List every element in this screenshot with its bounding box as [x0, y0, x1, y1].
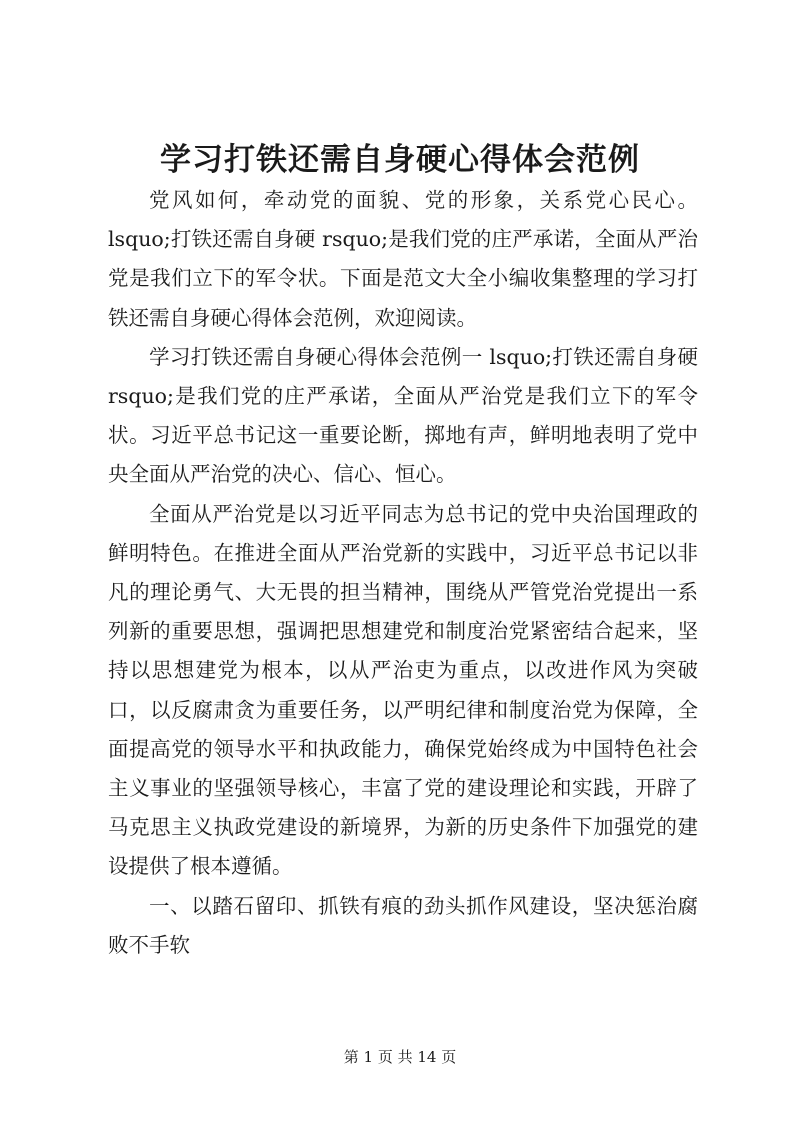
document-body	[108, 181, 698, 965]
paragraph-section-heading: 一、以踏石留印、抓铁有痕的劲头抓作风建设，坚决惩治腐败不手软	[108, 893, 698, 957]
paragraph-intro: 党风如何，牵动党的面貌、党的形象，关系党心民心。lsquo;打铁还需自身硬 rsquo;是我们党的庄严承诺，全面从严治党是我们立下的军令状。下面是范文大全小编收集整理的学习打铁还需自身硬心得体会范例，欢迎阅读。	[108, 188, 698, 330]
document-title: 学习打铁还需自身硬心得体会范例	[160, 142, 640, 178]
page-footer: 第 1 页 共 14 页	[343, 1048, 457, 1066]
paragraph-strict-governance: 全面从严治党是以习近平同志为总书记的党中央治国理政的鲜明特色。在推进全面从严治党新的实践中，习近平总书记以非凡的理论勇气、大无畏的担当精神，围绕从严管党治党提出一系列新的重要思想，强调把思想建党和制度治党紧密结合起来，坚持以思想建党为根本，以从严治吏为重点，以改进作风为突破口，以反腐肃贪为重要任务，以严明纪律和制度治党为保障，全面提高党的领导水平和执政能力，确保党始终成为中国特色社会主义事业的坚强领导核心，丰富了党的建设理论和实践，开辟了马克思主义执政党建设的新境界，为新的历史条件下加强党的建设提供了根本遵循。	[108, 501, 698, 879]
paragraph-example-one: 学习打铁还需自身硬心得体会范例一 lsquo;打铁还需自身硬 rsquo;是我们党的庄严承诺，全面从严治党是我们立下的军令状。习近平总书记这一重要论断，掷地有声，鲜明地表明了党中央全面从严治党的决心、信心、恒心。	[108, 344, 698, 487]
